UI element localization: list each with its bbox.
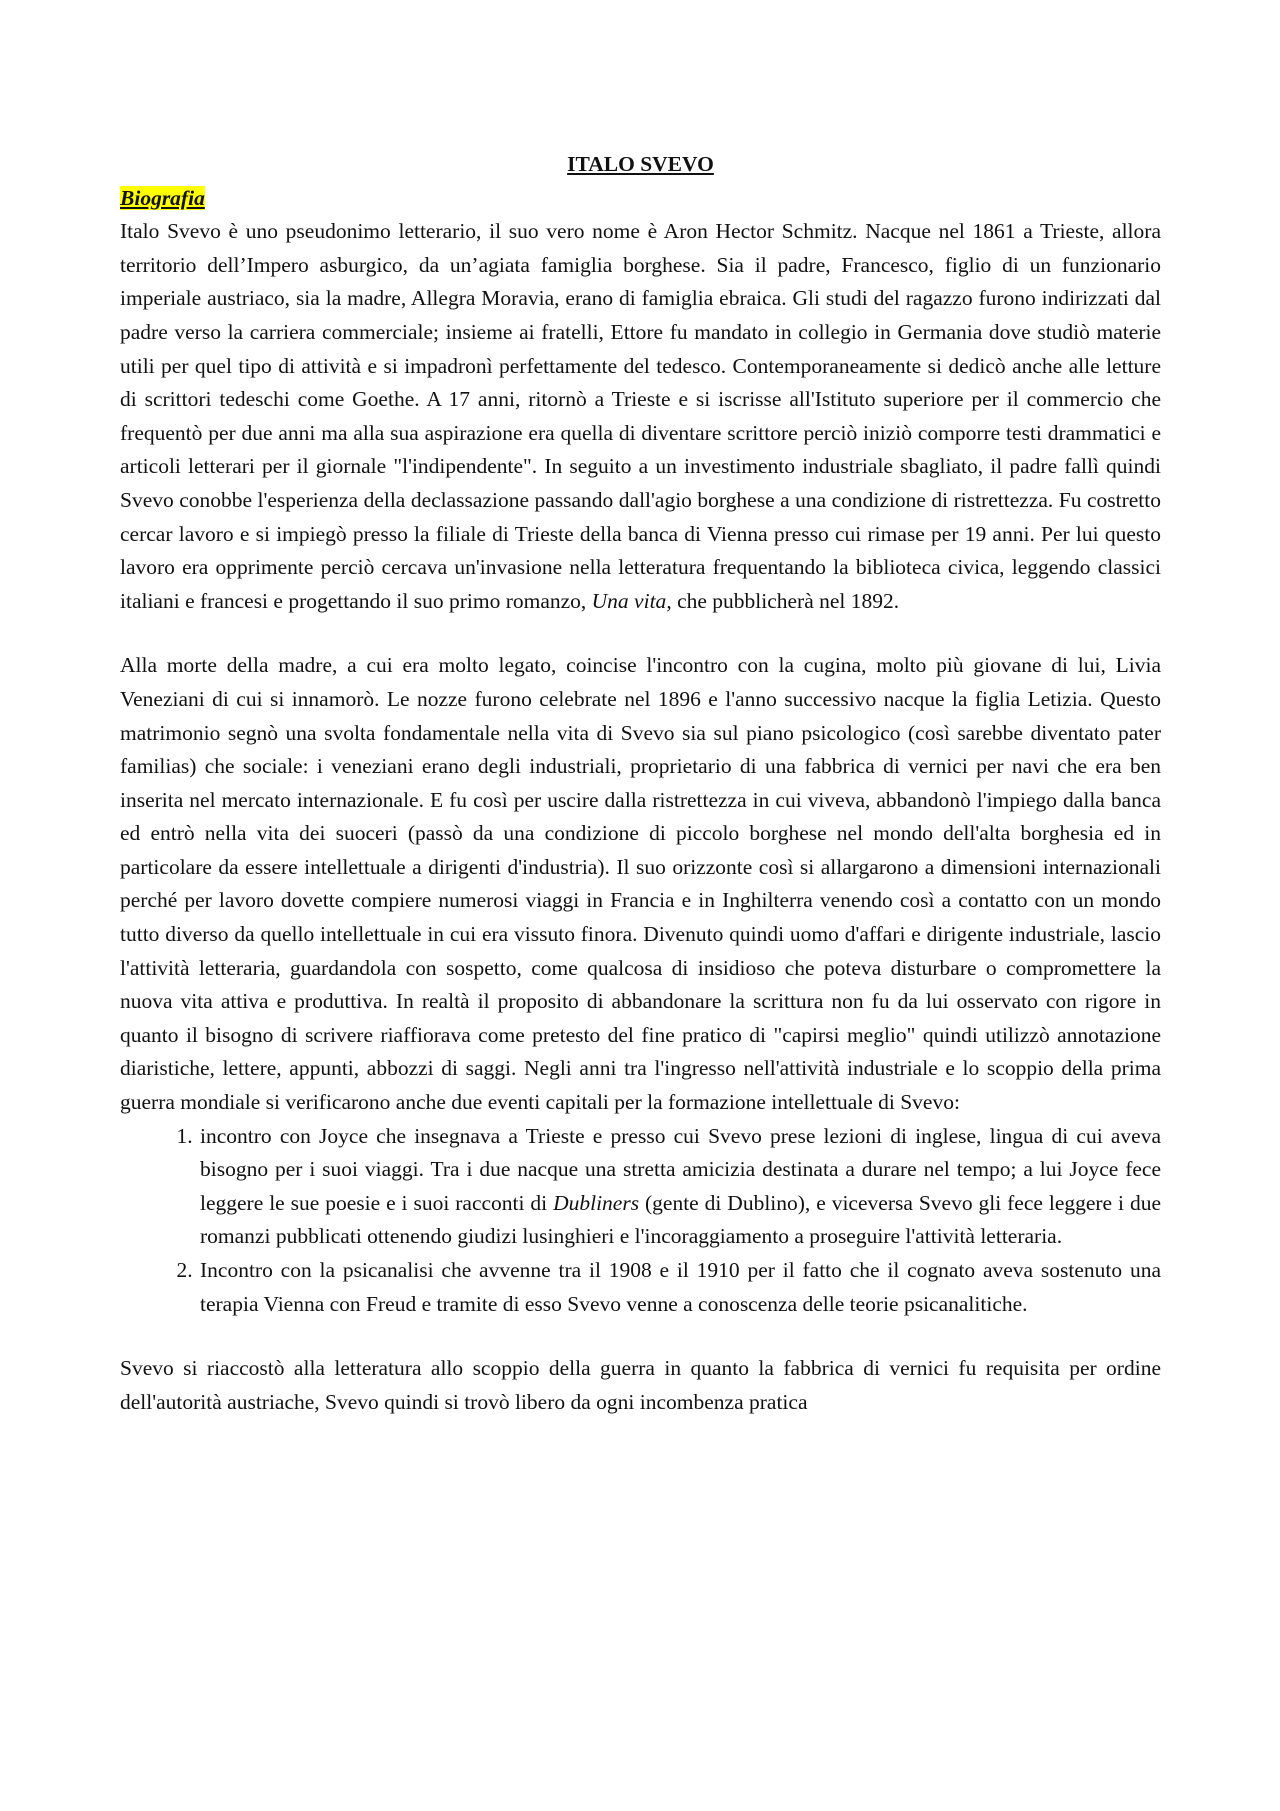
dubliners-title: Dubliners <box>553 1190 640 1215</box>
novel-title: Una vita <box>591 588 667 613</box>
paragraph-spacer <box>120 618 1161 649</box>
paragraph-spacer <box>120 1321 1161 1352</box>
list-item-1-text-a: incontro con Joyce che insegnava a Trieste e presso cui Svevo prese lezioni di inglese, lingua di cui aveva bisogno per i suoi viaggi. Tra i due nacque una stretta amicizia destinata a durare nel tempo; a lui Joyce fece leggere le sue poesie e i suoi racconti di <box>200 1123 1161 1215</box>
section-heading-highlight: Biografia <box>120 185 205 210</box>
paragraph-biography-3: Svevo si riaccostò alla letteratura allo scoppio della guerra in quanto la fabbrica di vernici fu requisita per ordine dell'autorità austriache, Svevo quindi si trovò libero da ogni incombenza pratica <box>120 1356 1161 1414</box>
paragraph-biography-1 <box>120 215 1161 618</box>
section-heading <box>120 182 1161 216</box>
document-page <box>120 148 1161 1419</box>
list-item: 2. Incontro con la psicanalisi che avvenne tra il 1908 e il 1910 per il fatto che il cognato aveva sostenuto una terapia Vienna con Freud e tramite di esso Svevo venne a conoscenza delle teorie psicanalitiche. <box>198 1254 1161 1321</box>
events-list <box>120 1120 1161 1322</box>
list-item-1-text-b: (gente di Dublino), e viceversa Svevo gli fece leggere i due romanzi pubblicati ottenendo giudizi lusinghieri e l'incoraggiamento a proseguire l'attività letteraria. <box>200 1190 1161 1249</box>
document-title: ITALO SVEVO <box>567 152 714 176</box>
paragraph-1-text-a: Italo Svevo è uno pseudonimo letterario, il suo vero nome è Aron Hector Schmitz. Nacque nel 1861 a Trieste, allora territorio dell’Impero asburgico, da un’agiata famiglia borghese. Sia il padre, Francesco, figlio di un funzionario imperiale austriaco, sia la madre, Allegra Moravia, erano di famiglia ebraica. Gli studi del ragazzo furono indirizzati dal padre verso la carriera commerciale; insieme ai fratelli, Ettore fu mandato in collegio in Germania dove studiò materie utili per quel tipo di attività e si impadronì perfettamente del tedesco. Contemporaneamente si dedicò anche alle letture di scrittori tedeschi come Goethe. A 17 anni, ritornò a Trieste e si iscrisse all'Istituto superiore per il commercio che frequentò per due anni ma alla sua aspirazione era quella di diventare scrittore perciò iniziò comporre testi drammatici e articoli letterari per il giornale "l'indipendente". In seguito a un investimento industriale sbagliato, il padre fallì quindi Svevo conobbe l'esperienza della declassazione passando dall'agio borghese a una condizione di ristrettezza. Fu costretto cercar lavoro e si impiegò presso la filiale di Trieste della banca di Vienna presso cui rimase per 19 anni. Per lui questo lavoro era opprimente perciò cercava un'invasione nella letteratura frequentando la biblioteca civica, leggendo classici italiani e francesi e progettando il suo primo romanzo, <box>120 219 1161 613</box>
paragraph-biography-2: Alla morte della madre, a cui era molto legato, coincise l'incontro con la cugina, molto più giovane di lui, Livia Veneziani di cui si innamorò. Le nozze furono celebrate nel 1896 e l'anno successivo nacque la figlia Letizia. Questo matrimonio segnò una svolta fondamentale nella vita di Svevo sia sul piano psicologico (così sarebbe diventato pater familias) che sociale: i veneziani erano degli industriali, proprietario di una fabbrica di vernici per navi che era ben inserita nel mercato internazionale. E fu così per uscire dalla ristrettezza in cui viveva, abbandonò l'impiego dalla banca ed entrò nella vita dei suoceri (passò da una condizione di piccolo borghese nel mondo dell'alta borghesia ed in particolare da essere intellettuale a dirigenti d'industria). Il suo orizzonte così si allargarono a dimensioni internazionali perché per lavoro dovette compiere numerosi viaggi in Francia e in Inghilterra venendo così a contatto con un mondo tutto diverso da quello intellettuale in cui era vissuto finora. Divenuto quindi uomo d'affari e dirigente industriale, lascio l'attività letteraria, guardandola con sospetto, come qualcosa di insidioso che poteva disturbare o compromettere la nuova vita attiva e produttiva. In realtà il proposito di abbandonare la scrittura non fu da lui osservato con rigore in quanto il bisogno di scrivere riaffiorava come pretesto del fine pratico di "capirsi meglio" quindi utilizzò annotazione diaristiche, lettere, appunti, abbozzi di saggi. Negli anni tra l'ingresso nell'attività industriale e lo scoppio della prima guerra mondiale si verificarono anche due eventi capitali per la formazione intellettuale di Svevo: <box>120 653 1161 1115</box>
paragraph-1-text-b: , che pubblicherà nel 1892. <box>666 588 900 613</box>
list-item <box>198 1120 1161 1254</box>
